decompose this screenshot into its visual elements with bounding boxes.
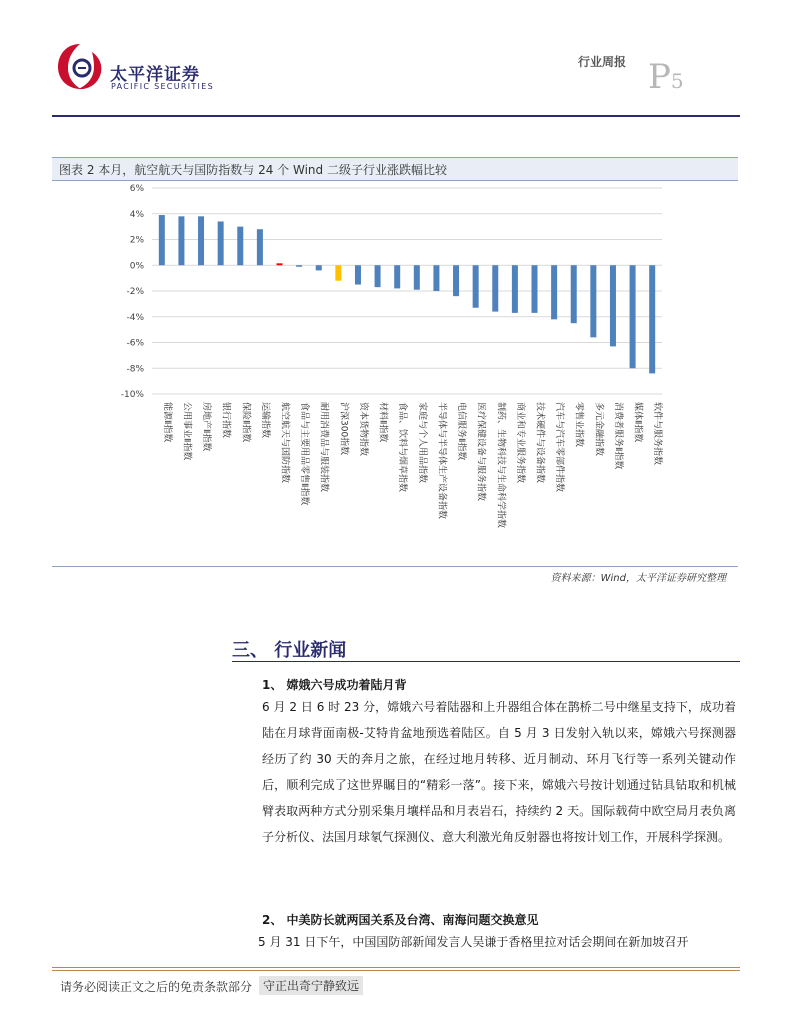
bar: [237, 227, 243, 266]
bar: [571, 265, 577, 323]
bar: [453, 265, 459, 296]
x-tick-label: 制药、生物科技与生命科学指数: [495, 402, 506, 529]
bar: [316, 265, 322, 270]
section-title: 三、 行业新闻: [232, 640, 347, 661]
y-tick-label: -6%: [126, 338, 144, 349]
section-divider: [232, 661, 740, 662]
y-tick-label: 2%: [129, 235, 144, 246]
x-tick-label: 保险Ⅱ指数: [240, 402, 251, 443]
x-tick-label: 医疗保健设备与服务指数: [475, 402, 486, 502]
bar: [473, 265, 479, 307]
figure-source: 资料来源：Wind，太平洋证券研究整理: [550, 573, 726, 584]
bar: [198, 216, 204, 265]
figure-title: 图表 2 本月，航空航天与国防指数与 24 个 Wind 二级子行业涨跌幅比较: [59, 163, 447, 177]
bar: [218, 221, 224, 265]
page-number: [648, 57, 684, 97]
bar: [492, 265, 498, 311]
x-tick-label: 耐用消费品与服装指数: [318, 402, 329, 493]
y-tick-label: 0%: [129, 261, 144, 272]
bar: [512, 265, 518, 313]
bar: [610, 265, 616, 346]
y-tick-label: 6%: [129, 184, 144, 194]
x-tick-label: 航空航天与国防指数: [279, 402, 290, 484]
news-body-1: 6 月 2 日 6 时 23 分，嫦娥六号着陆器和上升器组合体在鹊桥二号中继星支持下，成功着陆在月球背面南极-艾特肯盆地预选着陆区。自 5 月 3 日发射入轨以来，嫦娥六号探测器经历了约 30 天的奔月之旅，在经过地月转移、近月制动、环月飞行等一系列关键动作后，顺利完成了这世界瞩目的“精彩一落”。接下来，嫦娥六号按计划通过钻具钻取和机械臂表取两种方式分别采集月壤样品和月表岩石，持续约 2 天。国际载荷中欧空局月表负离子分析仪、法国月球氡气探测仪、意大利激光角反射器也将按计划工作，开展科学探测。: [262, 700, 736, 844]
footer-disclaimer: 请务必阅读正文之后的免责条款部分: [60, 980, 253, 994]
x-tick-label: 食品、饮料与烟草指数: [397, 402, 408, 493]
news-body-2: 5 月 31 日下午，中国国防部新闻发言人吴谦于香格里拉对话会期间在新加坡召开: [258, 935, 689, 949]
x-tick-label: 资本货物指数: [357, 402, 368, 457]
header-divider: [52, 115, 740, 117]
footer-motto: 守正出奇宁静致远: [259, 976, 363, 995]
bar: [532, 265, 538, 313]
x-tick-label: 沪深300指数: [338, 402, 349, 456]
x-tick-label: 银行指数: [220, 402, 231, 439]
bar: [394, 265, 400, 288]
y-tick-label: -2%: [126, 287, 144, 297]
bar: [296, 265, 302, 267]
brand-name-cn: 太平洋证券: [110, 65, 200, 85]
news-heading-1: 1、 嫦娥六号成功着陆月背: [262, 678, 407, 692]
bar: [335, 265, 341, 280]
page-letter: P: [648, 57, 671, 97]
bar: [630, 265, 636, 368]
bar: [375, 265, 381, 287]
brand-name-en: PACIFIC SECURITIES: [111, 82, 214, 91]
x-tick-label: 电信服务Ⅱ指数: [456, 402, 467, 461]
x-tick-label: 商业和专业服务指数: [514, 402, 525, 484]
x-tick-label: 汽车与汽车零部件指数: [554, 402, 565, 493]
x-tick-label: 房地产Ⅱ指数: [201, 402, 212, 452]
footer-divider: [52, 967, 740, 968]
report-type: 行业周报: [578, 55, 627, 69]
bar: [551, 265, 557, 319]
y-tick-label: -10%: [120, 390, 144, 400]
bar: [433, 265, 439, 291]
figure-title-bar: [52, 157, 738, 181]
bar: [277, 263, 283, 265]
x-tick-label: 公用事业Ⅱ指数: [181, 402, 192, 461]
x-tick-label: 材料Ⅱ指数: [377, 402, 388, 443]
x-tick-label: 食品与主要用品零售Ⅱ指数: [299, 402, 310, 506]
bar: [649, 265, 655, 373]
x-tick-label: 零售业指数: [573, 402, 584, 448]
news-heading-2: 2、 中美防长就两国关系及台湾、南海问题交换意见: [262, 913, 539, 927]
bar: [414, 265, 420, 289]
y-tick-label: -8%: [126, 364, 144, 375]
bar: [590, 265, 596, 337]
x-tick-label: 消费者服务Ⅱ指数: [612, 402, 623, 470]
pacific-securities-logo-icon: [52, 38, 108, 94]
bar: [159, 215, 165, 265]
x-tick-label: 能源Ⅱ指数: [161, 402, 172, 443]
x-tick-label: 家庭与个人用品指数: [416, 402, 427, 484]
y-tick-label: 4%: [129, 209, 144, 220]
bar-chart: [52, 180, 738, 566]
bar: [178, 216, 184, 265]
bar: [355, 265, 361, 284]
x-tick-label: 软件与服务指数: [652, 402, 663, 466]
page-header: [0, 0, 791, 120]
x-tick-label: 半导体与半导体生产设备指数: [436, 402, 447, 520]
bar: [257, 229, 263, 265]
footer-divider-secondary: [52, 970, 740, 971]
x-tick-label: 运输指数: [259, 402, 270, 439]
y-tick-label: -4%: [126, 312, 144, 323]
x-tick-label: 技术硬件与设备指数: [534, 402, 545, 484]
page-digit: 5: [670, 69, 684, 93]
x-tick-label: 媒体Ⅱ指数: [632, 402, 643, 443]
chart-bottom-rule: [52, 566, 738, 567]
x-tick-label: 多元金融指数: [593, 402, 604, 457]
